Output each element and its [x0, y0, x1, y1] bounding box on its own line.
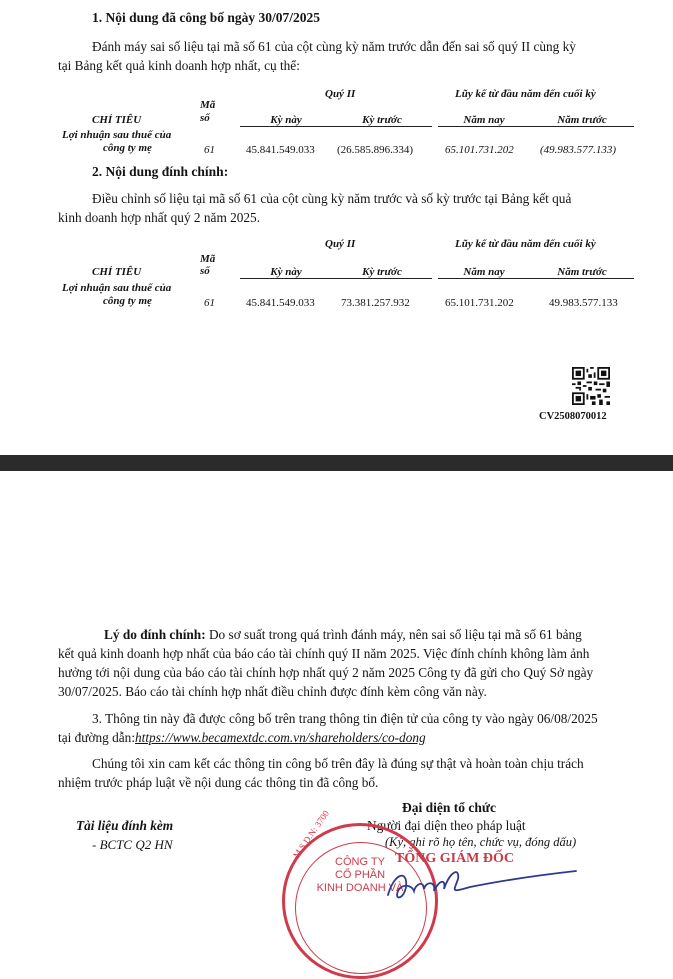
t1-row-label-line2: công ty mẹ: [103, 142, 152, 154]
attachment-item: - BCTC Q2 HN: [92, 837, 173, 852]
section1-heading: 1. Nội dung đã công bố ngày 30/07/2025: [92, 10, 321, 25]
t2-col-this: Kỳ này: [240, 266, 332, 279]
reason-line4: 30/07/2025. Báo cáo tài chính hợp nhất điều chỉnh được đính kèm công văn này.: [58, 684, 487, 699]
t1-col-year: Năm nay: [438, 114, 530, 127]
t2-group-cumulative: Lũy kế từ đầu năm đến cuối kỳ: [455, 238, 596, 250]
page-divider: [0, 455, 673, 471]
signature-icon: [380, 861, 580, 904]
reason-line2: kết quả kinh doanh hợp nhất của báo cáo tài chính quý II năm 2025. Việc đính chính không làm ảnh: [58, 646, 590, 661]
commit-line1: Chúng tôi xin cam kết các thông tin công bố trên đây là đúng sự thật và hoàn toàn chịu trách: [92, 756, 584, 771]
t1-prev-year: (49.983.577.133): [540, 144, 617, 156]
item3-line2: [58, 728, 426, 747]
item3-prefix: tại đường dẫn:: [58, 730, 136, 745]
t1-code: 61: [204, 144, 215, 156]
rep-position: TỔNG GIÁM ĐỐC: [395, 851, 514, 866]
attachment-title: Tài liệu đính kèm: [76, 818, 174, 833]
document-page-2: [0, 471, 673, 904]
reason-line1: [104, 625, 582, 644]
rep-title: Đại diện tổ chức: [402, 800, 496, 815]
t1-group-quarter: Quý II: [325, 88, 356, 100]
document-code: CV2508070012: [539, 411, 607, 422]
t2-row-label-line2: công ty mẹ: [103, 295, 152, 307]
reason-text-1: Do sơ suất trong quá trình đánh máy, nên sai số liệu tại mã số 61 bảng: [205, 627, 582, 642]
t1-col-item: CHỈ TIÊU: [92, 114, 142, 126]
shareholders-link[interactable]: https://www.becamextdc.com.vn/shareholders/co-dong: [135, 730, 426, 745]
section1-para-line1: Đánh máy sai số liệu tại mã số 61 của cột cùng kỳ năm trước dẫn đến sai số quý II cùng kỳ: [92, 39, 576, 54]
section2-heading: 2. Nội dung đính chính:: [92, 164, 229, 179]
item3-line1: 3. Thông tin này đã được công bố trên trang thông tin điện tử của công ty vào ngày 06/08/2025: [92, 711, 598, 726]
t2-row-label-line1: Lợi nhuận sau thuế của: [62, 282, 172, 294]
t2-group-quarter: Quý II: [325, 238, 356, 250]
stamp-line1: CÔNG TY: [335, 856, 385, 868]
stamp-line3: KINH DOANH VÀ: [316, 882, 404, 894]
t2-col-year: Năm nay: [438, 266, 530, 279]
reason-line3: hưởng tới nội dung của báo cáo tài chính hợp nhất quý 2 năm 2025 Công ty đã gửi cho Quý Sở ngày: [58, 665, 594, 680]
t2-col-item: CHỈ TIÊU: [92, 266, 142, 278]
rep-note: (Ký, ghi rõ họ tên, chức vụ, đóng dấu): [385, 835, 577, 849]
t2-col-code-line1: Mã: [200, 253, 216, 265]
t2-prev-year: 49.983.577.133: [549, 297, 618, 309]
t1-group-cumulative: Lũy kế từ đầu năm đến cuối kỳ: [455, 88, 596, 100]
t1-col-prev-year: Năm trước: [530, 114, 634, 127]
t2-code: 61: [204, 297, 215, 309]
t2-this-year: 65.101.731.202: [445, 297, 514, 309]
t1-this-year: 65.101.731.202: [445, 144, 514, 156]
t2-this-period: 45.841.549.033: [246, 297, 315, 309]
stamp-ring-text: M.S.D.N: 3700: [291, 808, 332, 860]
commit-line2: nhiệm trước pháp luật về nội dung các thông tin đã công bố.: [58, 775, 379, 790]
stamp-line2: CỔ PHẦN: [334, 869, 386, 881]
section1-para-line2: tại Bảng kết quả kinh doanh hợp nhất, cụ thể:: [58, 58, 300, 73]
reason-label: Lý do đính chính:: [104, 627, 206, 642]
t2-col-prev-year: Năm trước: [530, 266, 634, 279]
t2-col-prev: Kỳ trước: [332, 266, 432, 279]
section2-para-line2: kinh doanh hợp nhất quý 2 năm 2025.: [58, 210, 261, 225]
qr-code-icon: [572, 367, 610, 405]
rep-subtitle: Người đại diện theo pháp luật: [367, 818, 526, 833]
t1-this-period: 45.841.549.033: [246, 144, 315, 156]
t1-prev-period: (26.585.896.334): [337, 144, 414, 156]
section2-para-line1: Điều chỉnh số liệu tại mã số 61 của cột cùng kỳ năm trước và số kỳ trước tại Bảng kết quả: [92, 191, 572, 206]
t2-prev-period: 73.381.257.932: [341, 297, 410, 309]
t1-col-prev: Kỳ trước: [332, 114, 432, 127]
t1-col-code-line1: Mã: [200, 99, 216, 111]
t1-col-this: Kỳ này: [240, 114, 332, 127]
t1-row-label-line1: Lợi nhuận sau thuế của: [62, 129, 172, 141]
t1-col-code-line2: số: [200, 112, 210, 124]
t2-col-code-line2: số: [200, 265, 210, 277]
document-page-1: [0, 0, 673, 455]
